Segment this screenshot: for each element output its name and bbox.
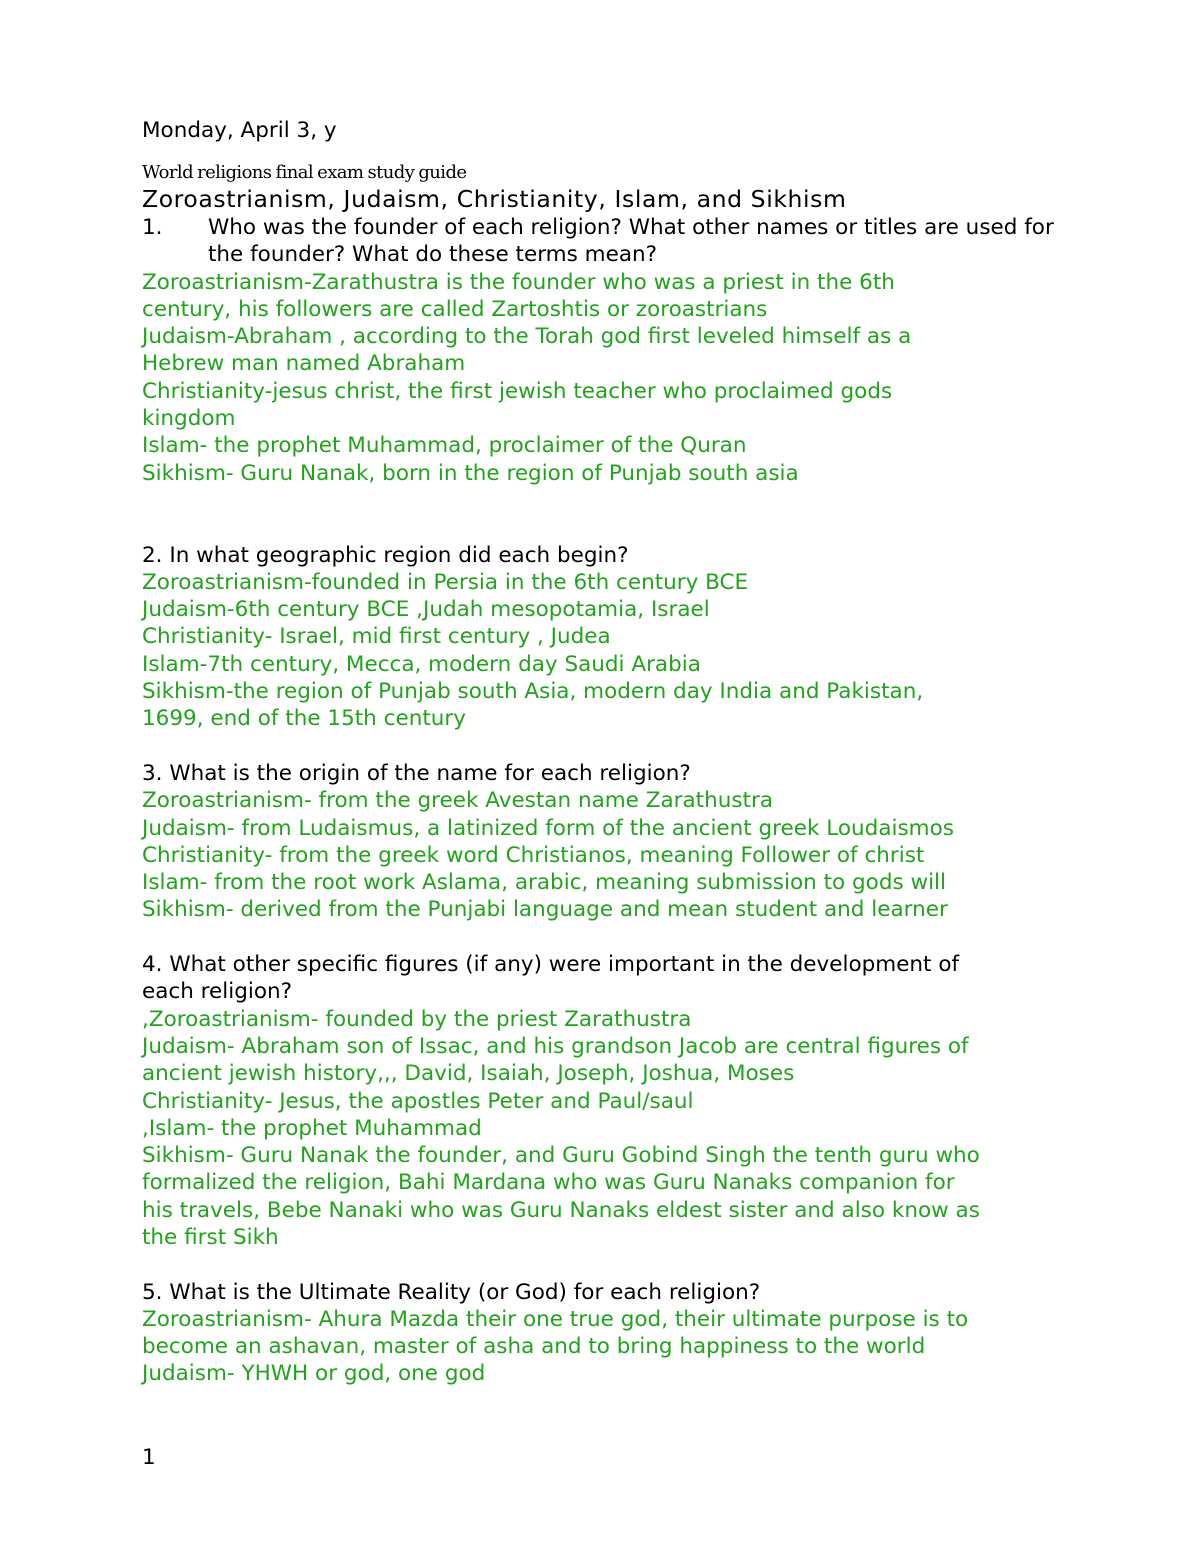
answer-line: kingdom xyxy=(142,406,236,432)
answer-line: 1699, end of the 15th century xyxy=(142,706,466,732)
answers-1 xyxy=(142,269,1082,487)
answer-line: Christianity- Jesus, the apostles Peter and Paul/saul xyxy=(142,1088,694,1114)
answer-line: Judaism-6th century BCE ,Judah mesopotamia, Israel xyxy=(142,597,710,623)
page-number: 1 xyxy=(142,1445,156,1470)
answer-line: Hebrew man named Abraham xyxy=(142,351,466,377)
question-3: 3. What is the origin of the name for each religion? xyxy=(142,760,691,786)
answers-3 xyxy=(142,787,1082,923)
answer-line: Sikhism- Guru Nanak the founder, and Guru Gobind Singh the tenth guru who xyxy=(142,1143,980,1169)
answer-line: ,Islam- the prophet Muhammad xyxy=(142,1115,482,1141)
answer-line: become an ashavan, master of asha and to bring happiness to the world xyxy=(142,1334,926,1360)
question-5: 5. What is the Ultimate Reality (or God) for each religion? xyxy=(142,1279,761,1305)
question-4-line: 4. What other specific figures (if any) were important in the development of xyxy=(142,952,960,978)
spacer xyxy=(142,1251,1082,1278)
question-2: 2. In what geographic region did each begin? xyxy=(142,542,629,568)
document-body xyxy=(142,117,1082,1388)
answer-line: Judaism- Abraham son of Issac, and his grandson Jacob are central figures of xyxy=(142,1033,969,1059)
answer-line: century, his followers are called Zartoshtis or zoroastrians xyxy=(142,296,768,322)
answer-line: Christianity- Israel, mid first century , Judea xyxy=(142,624,611,650)
answer-line: Christianity- from the greek word Christianos, meaning Follower of christ xyxy=(142,842,925,868)
question-4 xyxy=(142,951,1082,1006)
answer-line: Christianity-jesus christ, the first jewish teacher who proclaimed gods xyxy=(142,378,893,404)
spacer xyxy=(142,487,1082,514)
answer-line: Islam- the prophet Muhammad, proclaimer of the Quran xyxy=(142,433,747,459)
answer-line: ancient jewish history,,, David, Isaiah, Joseph, Joshua, Moses xyxy=(142,1061,795,1087)
spacer xyxy=(142,924,1082,951)
answer-line: formalized the religion, Bahi Mardana who was Guru Nanaks companion for xyxy=(142,1170,955,1196)
answer-line: Sikhism- derived from the Punjabi language and mean student and learner xyxy=(142,897,948,923)
answer-line: Zoroastrianism-Zarathustra is the founder who was a priest in the 6th xyxy=(142,269,895,295)
spacer xyxy=(142,514,1082,541)
answer-line: his travels, Bebe Nanaki who was Guru Nanaks eldest sister and also know as xyxy=(142,1197,980,1223)
answer-line: Zoroastrianism- from the greek Avestan name Zarathustra xyxy=(142,788,773,814)
answer-line: Zoroastrianism- Ahura Mazda their one true god, their ultimate purpose is to xyxy=(142,1306,969,1332)
answer-line: Judaism- YHWH or god, one god xyxy=(142,1361,486,1387)
answers-2 xyxy=(142,569,1082,733)
document-title: World religions final exam study guide xyxy=(142,162,467,183)
answer-line: Sikhism-the region of Punjab south Asia, modern day India and Pakistan, xyxy=(142,679,924,705)
answer-line: Sikhism- Guru Nanak, born in the region of Punjab south asia xyxy=(142,460,799,486)
answer-line: the first Sikh xyxy=(142,1224,279,1250)
answer-line: Judaism-Abraham , according to the Torah god first leveled himself as a xyxy=(142,324,912,350)
answers-4 xyxy=(142,1006,1082,1252)
answer-line: ,Zoroastrianism- founded by the priest Zarathustra xyxy=(142,1006,692,1032)
question-1-text: Who was the founder of each religion? What other names or titles are used for the founder? What do these terms mean? xyxy=(208,215,1054,268)
question-4-line: each religion? xyxy=(142,979,293,1005)
spacer xyxy=(142,733,1082,760)
document-subtitle: Zoroastrianism, Judaism, Christianity, Islam, and Sikhism xyxy=(142,185,847,213)
answer-line: Zoroastrianism-founded in Persia in the 6th century BCE xyxy=(142,569,749,595)
document-date: Monday, April 3, y xyxy=(142,118,337,143)
answers-5 xyxy=(142,1306,1082,1388)
question-1 xyxy=(142,214,1082,269)
answer-line: Judaism- from Ludaismus, a latinized form of the ancient greek Loudaismos xyxy=(142,815,954,841)
answer-line: Islam-7th century, Mecca, modern day Saudi Arabia xyxy=(142,651,701,677)
answer-line: Islam- from the root work Aslama, arabic, meaning submission to gods will xyxy=(142,870,947,896)
question-1-number: 1. xyxy=(142,215,163,240)
